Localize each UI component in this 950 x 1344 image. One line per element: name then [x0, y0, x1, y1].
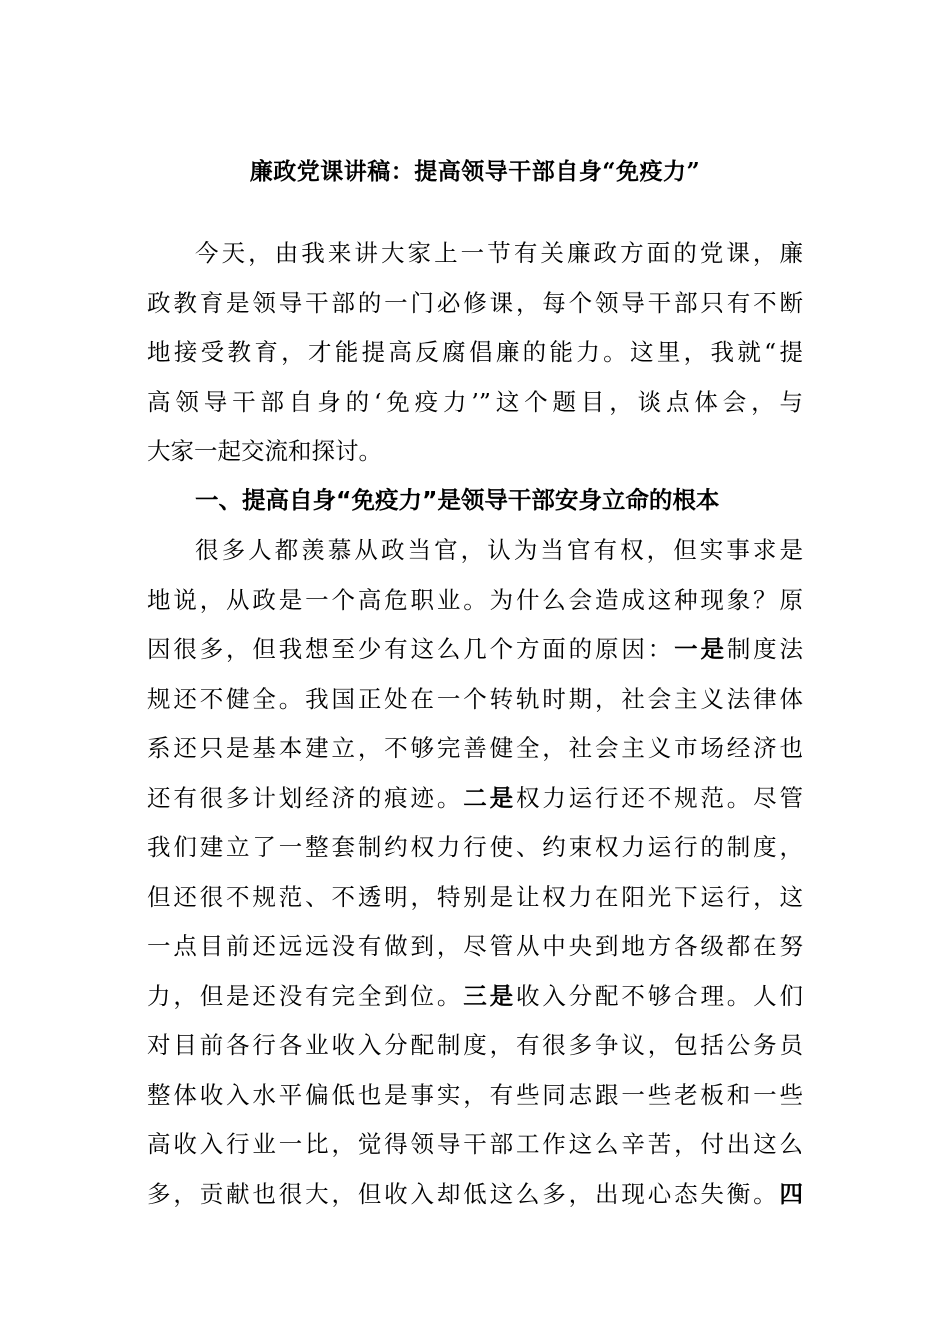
paragraph-line: 一点目前还远远没有做到，尽管从中央到地方各级都在努 [147, 932, 803, 960]
paragraph-line: 规还不健全。我国正处在一个转轨时期，社会主义法律体 [147, 685, 803, 713]
paragraph-line: 我们建立了一整套制约权力行使、约束权力运行的制度， [147, 833, 803, 861]
text-run: 因很多，但我想至少有这么几个方面的原因： [147, 635, 675, 663]
paragraph-line [147, 778, 803, 818]
paragraph-line [147, 1174, 803, 1214]
paragraph-line: 很多人都羡慕从政当官，认为当官有权，但实事求是 [195, 536, 803, 564]
paragraph-line: 高收入行业一比，觉得领导干部工作这么辛苦，付出这么 [147, 1130, 803, 1158]
text-run: 还有很多计划经济的痕迹。 [147, 784, 464, 812]
paragraph-line: 但还很不规范、不透明，特别是让权力在阳光下运行，这 [147, 883, 803, 911]
paragraph-line: 系还只是基本建立，不够完善健全，社会主义市场经济也 [147, 734, 803, 762]
text-run: 制度法 [726, 635, 804, 663]
bold-marker: 四 [779, 1180, 803, 1208]
paragraph-line: 今天，由我来讲大家上一节有关廉政方面的党课，廉 [195, 239, 803, 267]
paragraph-line [147, 976, 803, 1016]
bold-marker: 三是 [463, 982, 516, 1010]
document-title: 廉政党课讲稿：提高领导干部自身“免疫力” [249, 158, 701, 185]
paragraph-line: 地说，从政是一个高危职业。为什么会造成这种现象？原 [147, 586, 803, 614]
paragraph-line: 对目前各行各业收入分配制度，有很多争议，包括公务员 [147, 1031, 803, 1059]
paragraph-line: 大家一起交流和探讨。 [147, 437, 382, 465]
bold-marker: 一是 [674, 635, 727, 663]
paragraph-line: 整体收入水平偏低也是事实，有些同志跟一些老板和一些 [147, 1081, 803, 1109]
text-run: 多，贡献也很大，但收入却低这么多，出现心态失衡。 [147, 1180, 780, 1208]
paragraph-line: 高领导干部自身的‘免疫力’”这个题目，谈点体会，与 [147, 388, 803, 416]
text-run: 权力运行还不规范。尽管 [515, 784, 804, 812]
paragraph-line: 地接受教育，才能提高反腐倡廉的能力。这里，我就“提 [147, 338, 803, 366]
text-run: 力，但是还没有完全到位。 [147, 982, 464, 1010]
bold-marker: 二是 [463, 784, 516, 812]
section-heading: 一、提高自身“免疫力”是领导干部安身立命的根本 [195, 486, 720, 514]
paragraph-line: 政教育是领导干部的一门必修课，每个领导干部只有不断 [147, 289, 803, 317]
text-run: 收入分配不够合理。人们 [515, 982, 804, 1010]
paragraph-line [147, 629, 803, 669]
